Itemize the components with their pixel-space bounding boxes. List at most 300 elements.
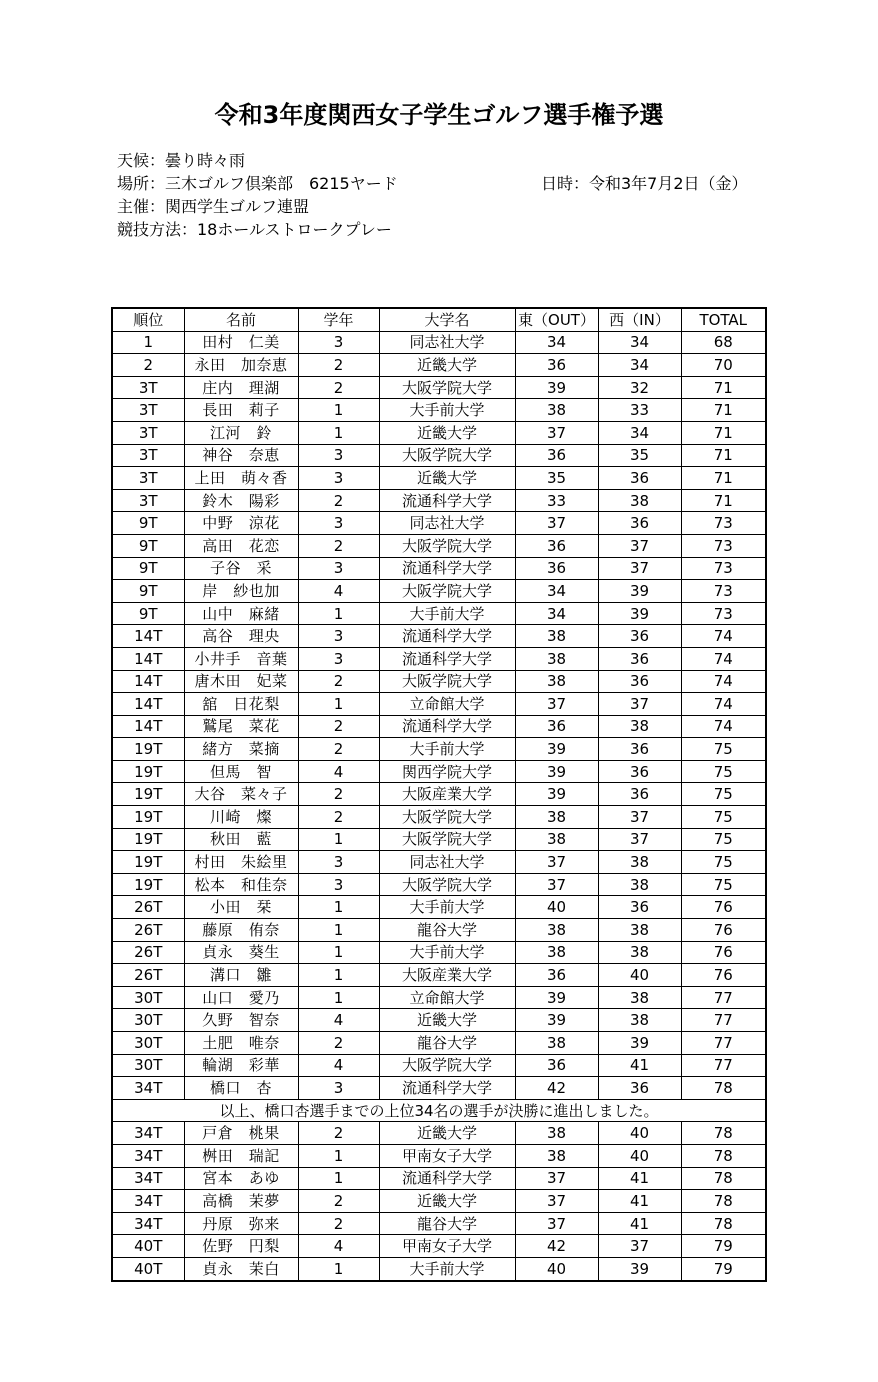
results-body (112, 331, 766, 1280)
in-score-cell: 38 (598, 715, 681, 738)
in-score-cell: 34 (598, 331, 681, 354)
grade-cell: 2 (298, 534, 379, 557)
name-cell: 宮本 あゆ (184, 1167, 298, 1190)
table-row (112, 760, 766, 783)
name-cell: 松本 和佳奈 (184, 873, 298, 896)
grade-cell: 1 (298, 896, 379, 919)
grade-cell: 1 (298, 919, 379, 942)
university-cell: 立命館大学 (379, 693, 515, 716)
grade-cell: 4 (298, 1235, 379, 1258)
grade-cell: 4 (298, 760, 379, 783)
table-row (112, 1122, 766, 1145)
table-row (112, 557, 766, 580)
university-cell: 大阪学院大学 (379, 873, 515, 896)
total-score-cell: 77 (681, 1032, 766, 1055)
total-score-cell: 78 (681, 1122, 766, 1145)
rank-cell: 30T (112, 1009, 184, 1032)
in-score-cell: 33 (598, 399, 681, 422)
total-score-cell: 75 (681, 760, 766, 783)
out-score-cell: 37 (515, 1190, 598, 1213)
rank-cell: 9T (112, 602, 184, 625)
table-row (112, 647, 766, 670)
in-score-cell: 38 (598, 851, 681, 874)
table-row (112, 489, 766, 512)
out-score-cell: 36 (515, 715, 598, 738)
name-cell: 鈴木 陽彩 (184, 489, 298, 512)
grade-cell: 4 (298, 1054, 379, 1077)
out-score-cell: 38 (515, 941, 598, 964)
in-score-cell: 35 (598, 444, 681, 467)
grade-cell: 3 (298, 467, 379, 490)
table-row (112, 467, 766, 490)
out-score-cell: 38 (515, 919, 598, 942)
total-score-cell: 78 (681, 1212, 766, 1235)
name-cell: 神谷 奈恵 (184, 444, 298, 467)
name-cell: 江河 鈴 (184, 421, 298, 444)
table-row (112, 534, 766, 557)
rank-cell: 34T (112, 1077, 184, 1100)
table-row (112, 444, 766, 467)
table-row (112, 354, 766, 377)
out-score-cell: 39 (515, 376, 598, 399)
total-score-cell: 74 (681, 715, 766, 738)
name-cell: 大谷 菜々子 (184, 783, 298, 806)
name-cell: 小井手 音葉 (184, 647, 298, 670)
university-cell: 同志社大学 (379, 331, 515, 354)
name-cell: 貞永 茉白 (184, 1257, 298, 1280)
in-score-cell: 36 (598, 738, 681, 761)
total-score-cell: 77 (681, 986, 766, 1009)
grade-cell: 1 (298, 1144, 379, 1167)
grade-cell: 3 (298, 1077, 379, 1100)
name-cell: 永田 加奈恵 (184, 354, 298, 377)
table-row (112, 1009, 766, 1032)
table-row (112, 919, 766, 942)
university-cell: 龍谷大学 (379, 1212, 515, 1235)
grade-cell: 3 (298, 851, 379, 874)
in-score-cell: 40 (598, 1144, 681, 1167)
university-cell: 近畿大学 (379, 354, 515, 377)
total-score-cell: 71 (681, 421, 766, 444)
grade-cell: 2 (298, 806, 379, 829)
total-score-cell: 76 (681, 941, 766, 964)
grade-cell: 1 (298, 941, 379, 964)
university-cell: 流通科学大学 (379, 1167, 515, 1190)
total-score-cell: 79 (681, 1257, 766, 1280)
name-cell: 上田 萌々香 (184, 467, 298, 490)
rank-cell: 34T (112, 1190, 184, 1213)
name-cell: 子谷 采 (184, 557, 298, 580)
total-score-cell: 77 (681, 1009, 766, 1032)
table-row (112, 1167, 766, 1190)
in-score-cell: 32 (598, 376, 681, 399)
total-score-cell: 78 (681, 1144, 766, 1167)
in-score-cell: 36 (598, 760, 681, 783)
total-score-cell: 74 (681, 625, 766, 648)
weather-line: 天候：曇り時々雨 (117, 151, 246, 170)
cut-note: 以上、橋口杏選手までの上位34名の選手が決勝に進出しました。 (112, 1099, 766, 1122)
total-score-cell: 70 (681, 354, 766, 377)
university-cell: 近畿大学 (379, 421, 515, 444)
cut-note-row (112, 1099, 766, 1122)
rank-cell: 14T (112, 715, 184, 738)
total-score-cell: 68 (681, 331, 766, 354)
grade-cell: 1 (298, 421, 379, 444)
out-score-cell: 38 (515, 647, 598, 670)
out-score-cell: 34 (515, 602, 598, 625)
university-cell: 大阪学院大学 (379, 828, 515, 851)
out-score-cell: 39 (515, 1009, 598, 1032)
page-title: 令和3年度関西女子学生ゴルフ選手権予選 (214, 101, 664, 129)
format-line: 競技方法：18ホールストロークプレー (117, 220, 392, 239)
grade-cell: 2 (298, 738, 379, 761)
rank-cell: 34T (112, 1144, 184, 1167)
out-score-cell: 38 (515, 806, 598, 829)
name-cell: 舘 日花梨 (184, 693, 298, 716)
total-score-cell: 76 (681, 964, 766, 987)
rank-cell: 30T (112, 986, 184, 1009)
in-score-cell: 34 (598, 421, 681, 444)
name-cell: 田村 仁美 (184, 331, 298, 354)
grade-cell: 1 (298, 964, 379, 987)
table-row (112, 1257, 766, 1280)
university-cell: 立命館大学 (379, 986, 515, 1009)
name-cell: 藤原 侑奈 (184, 919, 298, 942)
date-line: 日時：令和3年7月2日（金） (541, 174, 748, 193)
out-score-cell: 36 (515, 444, 598, 467)
total-score-cell: 75 (681, 851, 766, 874)
name-cell: 但馬 智 (184, 760, 298, 783)
rank-cell: 26T (112, 941, 184, 964)
table-row (112, 625, 766, 648)
university-cell: 大手前大学 (379, 896, 515, 919)
out-score-cell: 37 (515, 421, 598, 444)
in-score-cell: 38 (598, 941, 681, 964)
name-cell: 村田 朱絵里 (184, 851, 298, 874)
table-row (112, 1077, 766, 1100)
grade-cell: 2 (298, 489, 379, 512)
in-score-cell: 36 (598, 1077, 681, 1100)
university-cell: 大阪学院大学 (379, 534, 515, 557)
rank-cell: 19T (112, 851, 184, 874)
out-score-cell: 39 (515, 986, 598, 1009)
total-score-cell: 73 (681, 557, 766, 580)
rank-cell: 14T (112, 625, 184, 648)
total-score-cell: 71 (681, 376, 766, 399)
in-score-cell: 36 (598, 647, 681, 670)
table-row (112, 693, 766, 716)
grade-cell: 2 (298, 1032, 379, 1055)
out-score-cell: 38 (515, 670, 598, 693)
in-score-cell: 41 (598, 1190, 681, 1213)
university-cell: 流通科学大学 (379, 1077, 515, 1100)
total-score-cell: 73 (681, 580, 766, 603)
name-cell: 貞永 葵生 (184, 941, 298, 964)
table-row (112, 851, 766, 874)
rank-cell: 26T (112, 919, 184, 942)
out-score-cell: 37 (515, 512, 598, 535)
in-score-cell: 41 (598, 1212, 681, 1235)
rank-cell: 3T (112, 444, 184, 467)
name-cell: 長田 莉子 (184, 399, 298, 422)
total-score-cell: 76 (681, 896, 766, 919)
table-row (112, 512, 766, 535)
name-cell: 高橋 茉夢 (184, 1190, 298, 1213)
rank-cell: 40T (112, 1257, 184, 1280)
rank-cell: 14T (112, 647, 184, 670)
rank-cell: 19T (112, 873, 184, 896)
table-row (112, 399, 766, 422)
rank-cell: 3T (112, 399, 184, 422)
rank-cell: 19T (112, 760, 184, 783)
rank-cell: 9T (112, 580, 184, 603)
out-score-cell: 38 (515, 625, 598, 648)
out-score-cell: 37 (515, 1167, 598, 1190)
total-score-cell: 78 (681, 1077, 766, 1100)
table-row (112, 715, 766, 738)
name-cell: 庄内 理湖 (184, 376, 298, 399)
rank-cell: 26T (112, 964, 184, 987)
in-score-cell: 36 (598, 896, 681, 919)
name-cell: 戸倉 桃果 (184, 1122, 298, 1145)
table-row (112, 580, 766, 603)
university-cell: 大阪学院大学 (379, 580, 515, 603)
university-cell: 大阪産業大学 (379, 964, 515, 987)
name-cell: 鷲尾 菜花 (184, 715, 298, 738)
name-cell: 佐野 円梨 (184, 1235, 298, 1258)
rank-cell: 34T (112, 1212, 184, 1235)
total-score-cell: 74 (681, 670, 766, 693)
name-cell: 溝口 雛 (184, 964, 298, 987)
in-score-cell: 36 (598, 670, 681, 693)
name-cell: 山中 麻緒 (184, 602, 298, 625)
out-score-cell: 39 (515, 738, 598, 761)
table-row (112, 941, 766, 964)
name-cell: 高田 花恋 (184, 534, 298, 557)
total-score-cell: 73 (681, 602, 766, 625)
in-score-cell: 36 (598, 783, 681, 806)
out-score-cell: 33 (515, 489, 598, 512)
out-score-cell: 39 (515, 760, 598, 783)
rank-cell: 14T (112, 693, 184, 716)
table-row (112, 602, 766, 625)
in-score-cell: 38 (598, 1009, 681, 1032)
total-score-cell: 74 (681, 693, 766, 716)
out-score-cell: 34 (515, 331, 598, 354)
rank-cell: 9T (112, 534, 184, 557)
in-score-cell: 39 (598, 1032, 681, 1055)
header-rank: 順位 (112, 308, 184, 331)
table-row (112, 986, 766, 1009)
name-cell: 橋口 杏 (184, 1077, 298, 1100)
name-cell: 岸 紗也加 (184, 580, 298, 603)
grade-cell: 3 (298, 873, 379, 896)
in-score-cell: 39 (598, 602, 681, 625)
name-cell: 高谷 理央 (184, 625, 298, 648)
total-score-cell: 71 (681, 444, 766, 467)
total-score-cell: 73 (681, 534, 766, 557)
rank-cell: 14T (112, 670, 184, 693)
out-score-cell: 37 (515, 873, 598, 896)
out-score-cell: 36 (515, 1054, 598, 1077)
university-cell: 近畿大学 (379, 1009, 515, 1032)
grade-cell: 3 (298, 557, 379, 580)
venue-line: 場所：三木ゴルフ倶楽部 6215ヤード (117, 174, 398, 193)
in-score-cell: 37 (598, 534, 681, 557)
grade-cell: 3 (298, 444, 379, 467)
out-score-cell: 36 (515, 534, 598, 557)
out-score-cell: 39 (515, 783, 598, 806)
university-cell: 同志社大学 (379, 512, 515, 535)
rank-cell: 9T (112, 557, 184, 580)
name-cell: 緒方 菜摘 (184, 738, 298, 761)
grade-cell: 3 (298, 647, 379, 670)
event-info (117, 149, 398, 241)
rank-cell: 34T (112, 1122, 184, 1145)
university-cell: 流通科学大学 (379, 715, 515, 738)
total-score-cell: 77 (681, 1054, 766, 1077)
university-cell: 大阪学院大学 (379, 806, 515, 829)
name-cell: 桝田 瑞記 (184, 1144, 298, 1167)
out-score-cell: 42 (515, 1235, 598, 1258)
grade-cell: 1 (298, 1167, 379, 1190)
in-score-cell: 40 (598, 964, 681, 987)
grade-cell: 2 (298, 670, 379, 693)
grade-cell: 3 (298, 625, 379, 648)
out-score-cell: 35 (515, 467, 598, 490)
university-cell: 大阪学院大学 (379, 444, 515, 467)
name-cell: 山口 愛乃 (184, 986, 298, 1009)
university-cell: 甲南女子大学 (379, 1235, 515, 1258)
university-cell: 大手前大学 (379, 941, 515, 964)
total-score-cell: 75 (681, 873, 766, 896)
table-row (112, 1144, 766, 1167)
name-cell: 秋田 藍 (184, 828, 298, 851)
total-score-cell: 75 (681, 783, 766, 806)
total-score-cell: 76 (681, 919, 766, 942)
university-cell: 関西学院大学 (379, 760, 515, 783)
table-row (112, 964, 766, 987)
out-score-cell: 38 (515, 399, 598, 422)
in-score-cell: 34 (598, 354, 681, 377)
table-row (112, 421, 766, 444)
total-score-cell: 78 (681, 1167, 766, 1190)
rank-cell: 3T (112, 421, 184, 444)
table-row (112, 828, 766, 851)
table-row (112, 873, 766, 896)
name-cell: 土肥 唯奈 (184, 1032, 298, 1055)
total-score-cell: 71 (681, 467, 766, 490)
name-cell: 輪湖 彩華 (184, 1054, 298, 1077)
university-cell: 大手前大学 (379, 1257, 515, 1280)
name-cell: 唐木田 妃菜 (184, 670, 298, 693)
rank-cell: 26T (112, 896, 184, 919)
total-score-cell: 75 (681, 806, 766, 829)
in-score-cell: 37 (598, 557, 681, 580)
university-cell: 流通科学大学 (379, 557, 515, 580)
table-row (112, 1235, 766, 1258)
rank-cell: 1 (112, 331, 184, 354)
table-row (112, 1032, 766, 1055)
in-score-cell: 36 (598, 625, 681, 648)
university-cell: 近畿大学 (379, 1190, 515, 1213)
university-cell: 大手前大学 (379, 602, 515, 625)
university-cell: 大阪学院大学 (379, 670, 515, 693)
out-score-cell: 36 (515, 354, 598, 377)
grade-cell: 4 (298, 580, 379, 603)
out-score-cell: 37 (515, 1212, 598, 1235)
in-score-cell: 36 (598, 512, 681, 535)
results-table (111, 307, 767, 1282)
rank-cell: 40T (112, 1235, 184, 1258)
out-score-cell: 37 (515, 851, 598, 874)
in-score-cell: 41 (598, 1167, 681, 1190)
rank-cell: 3T (112, 376, 184, 399)
header-in-score: 西（IN） (598, 308, 681, 331)
grade-cell: 1 (298, 399, 379, 422)
name-cell: 久野 智奈 (184, 1009, 298, 1032)
out-score-cell: 40 (515, 896, 598, 919)
in-score-cell: 38 (598, 919, 681, 942)
header-name: 名前 (184, 308, 298, 331)
total-score-cell: 78 (681, 1190, 766, 1213)
university-cell: 大阪学院大学 (379, 1054, 515, 1077)
out-score-cell: 37 (515, 693, 598, 716)
university-cell: 大阪産業大学 (379, 783, 515, 806)
table-row (112, 806, 766, 829)
university-cell: 流通科学大学 (379, 489, 515, 512)
rank-cell: 19T (112, 738, 184, 761)
total-score-cell: 74 (681, 647, 766, 670)
table-row (112, 1190, 766, 1213)
grade-cell: 1 (298, 1257, 379, 1280)
in-score-cell: 39 (598, 580, 681, 603)
name-cell: 川崎 燦 (184, 806, 298, 829)
table-row (112, 331, 766, 354)
total-score-cell: 79 (681, 1235, 766, 1258)
university-cell: 龍谷大学 (379, 1032, 515, 1055)
table-row (112, 896, 766, 919)
out-score-cell: 38 (515, 828, 598, 851)
name-cell: 丹原 弥来 (184, 1212, 298, 1235)
grade-cell: 2 (298, 1122, 379, 1145)
university-cell: 流通科学大学 (379, 647, 515, 670)
in-score-cell: 37 (598, 1235, 681, 1258)
university-cell: 流通科学大学 (379, 625, 515, 648)
header-grade: 学年 (298, 308, 379, 331)
rank-cell: 2 (112, 354, 184, 377)
out-score-cell: 34 (515, 580, 598, 603)
rank-cell: 19T (112, 828, 184, 851)
table-row (112, 783, 766, 806)
grade-cell: 3 (298, 512, 379, 535)
in-score-cell: 38 (598, 873, 681, 896)
rank-cell: 9T (112, 512, 184, 535)
grade-cell: 1 (298, 828, 379, 851)
university-cell: 龍谷大学 (379, 919, 515, 942)
rank-cell: 19T (112, 783, 184, 806)
name-cell: 小田 栞 (184, 896, 298, 919)
out-score-cell: 40 (515, 1257, 598, 1280)
table-row (112, 1212, 766, 1235)
grade-cell: 1 (298, 602, 379, 625)
in-score-cell: 38 (598, 986, 681, 1009)
university-cell: 近畿大学 (379, 467, 515, 490)
rank-cell: 3T (112, 489, 184, 512)
university-cell: 近畿大学 (379, 1122, 515, 1145)
university-cell: 大阪学院大学 (379, 376, 515, 399)
total-score-cell: 73 (681, 512, 766, 535)
